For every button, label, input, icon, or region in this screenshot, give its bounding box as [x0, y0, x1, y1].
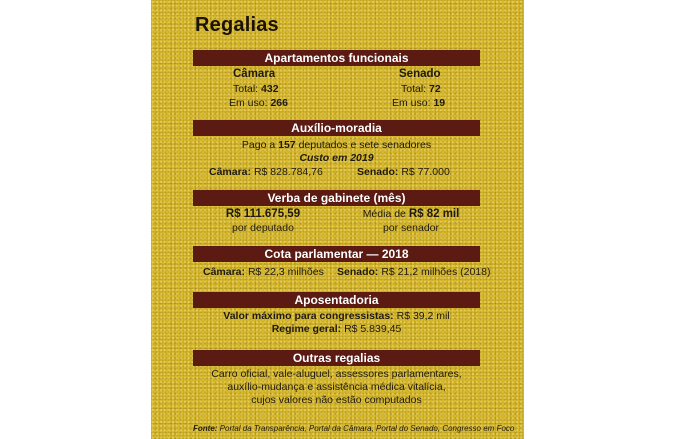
verba-senador-sub: por senador [382, 222, 440, 234]
section-header-auxilio-moradia: Auxílio-moradia [193, 120, 480, 136]
verba-senador-value: Média de R$ 82 mil [362, 208, 460, 220]
section-header-verba-gabinete: Verba de gabinete (mês) [193, 190, 480, 206]
apartamentos-camara-em-uso: Em uso: 266 [229, 97, 288, 109]
aposentadoria-valor-maximo: Valor máximo para congressistas: R$ 39,2 mil [223, 310, 450, 322]
section-header-outras-regalias: Outras regalias [193, 350, 480, 366]
auxilio-senado-value: Senado: R$ 77.000 [357, 166, 450, 178]
source-note: Fonte: Portal da Transparência, Portal da Câmara, Portal do Senado, Congresso em Foco [193, 424, 515, 433]
apartamentos-camara-label: Câmara [233, 68, 276, 80]
outras-line: cujos valores não estão computados [251, 394, 422, 406]
apartamentos-senado-label: Senado [399, 68, 441, 80]
section-header-apartamentos: Apartamentos funcionais [193, 50, 480, 66]
cota-camara-value: Câmara: R$ 22,3 milhões [203, 266, 324, 278]
section-header-cota-parlamentar: Cota parlamentar — 2018 [193, 246, 480, 262]
apartamentos-senado-total: Total: 72 [401, 83, 441, 95]
apartamentos-camara-total: Total: 432 [233, 83, 279, 95]
apartamentos-senado-em-uso: Em uso: 19 [392, 97, 446, 109]
verba-deputado-sub: por deputado [232, 222, 294, 234]
outras-line: Carro oficial, vale-aluguel, assessores parlamentares, [211, 368, 462, 380]
page-title: Regalias [195, 14, 279, 36]
cota-senado-value: Senado: R$ 21,2 milhões (2018) [337, 266, 491, 278]
auxilio-pago-text: Pago a 157 deputados e sete senadores [241, 139, 432, 151]
auxilio-custo-label: Custo em 2019 [299, 152, 374, 164]
infographic-panel [151, 0, 524, 439]
auxilio-camara-value: Câmara: R$ 828.784,76 [209, 166, 323, 178]
aposentadoria-regime-geral: Regime geral: R$ 5.839,45 [271, 323, 402, 335]
section-header-aposentadoria: Aposentadoria [193, 292, 480, 308]
outras-line: auxílio-mudança e assistência médica vitalícia, [227, 381, 446, 393]
verba-deputado-value: R$ 111.675,59 [225, 208, 301, 220]
